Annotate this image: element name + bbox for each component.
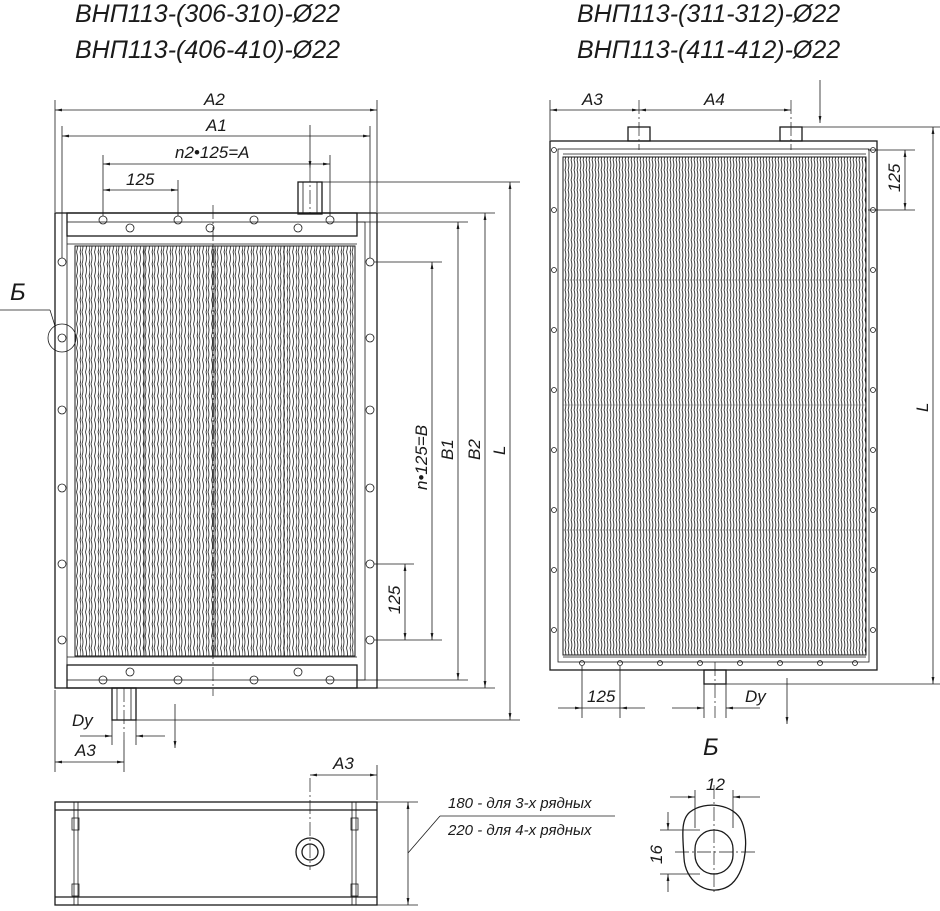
dim-a1: A1 [206, 116, 227, 135]
right-front-view [550, 80, 877, 724]
dim-b2: B2 [465, 439, 484, 460]
dim-a3-bottom: A3 [333, 754, 354, 773]
dim-n2-125-a: n2•125=A [175, 143, 250, 162]
dim-125-top: 125 [126, 170, 155, 189]
left-fin-core [75, 246, 355, 656]
dim-b1: B1 [438, 439, 457, 460]
dim-a3-left: A3 [75, 741, 96, 760]
right-fin-core [563, 157, 866, 655]
dim-125-side-left: 125 [385, 585, 404, 614]
dim-a4-right: A4 [704, 90, 725, 109]
left-front-view [0, 125, 377, 748]
detail-dim-16: 16 [647, 845, 666, 864]
left-detail-label: Б [10, 279, 26, 306]
detail-dim-12: 12 [706, 775, 725, 794]
detail-view [647, 734, 760, 892]
title-left-line1: ВНП113-(306-310)-Ø22 [75, 0, 341, 28]
title-right-line1: ВНП113-(311-312)-Ø22 [577, 0, 841, 28]
bottom-note-line1: 180 - для 3-х рядных [448, 795, 592, 812]
dim-n-125-b: n•125=B [412, 424, 431, 490]
dim-l-right: L [913, 402, 932, 412]
dim-dy-right: Dy [745, 687, 766, 706]
dim-dy-left: Dy [72, 711, 93, 730]
dim-125-side-right: 125 [885, 163, 904, 192]
dim-a2: A2 [204, 90, 225, 109]
detail-title: Б [703, 734, 719, 761]
dim-a3-right: A3 [582, 90, 603, 109]
title-right-line2: ВНП113-(411-412)-Ø22 [577, 36, 841, 64]
dim-l-left: L [490, 445, 509, 455]
bottom-note-line2: 220 - для 4-х рядных [448, 822, 592, 839]
dim-125-bottom-right: 125 [587, 687, 616, 706]
title-left-line2: ВНП113-(406-410)-Ø22 [75, 36, 341, 64]
bottom-side-view [55, 778, 377, 905]
